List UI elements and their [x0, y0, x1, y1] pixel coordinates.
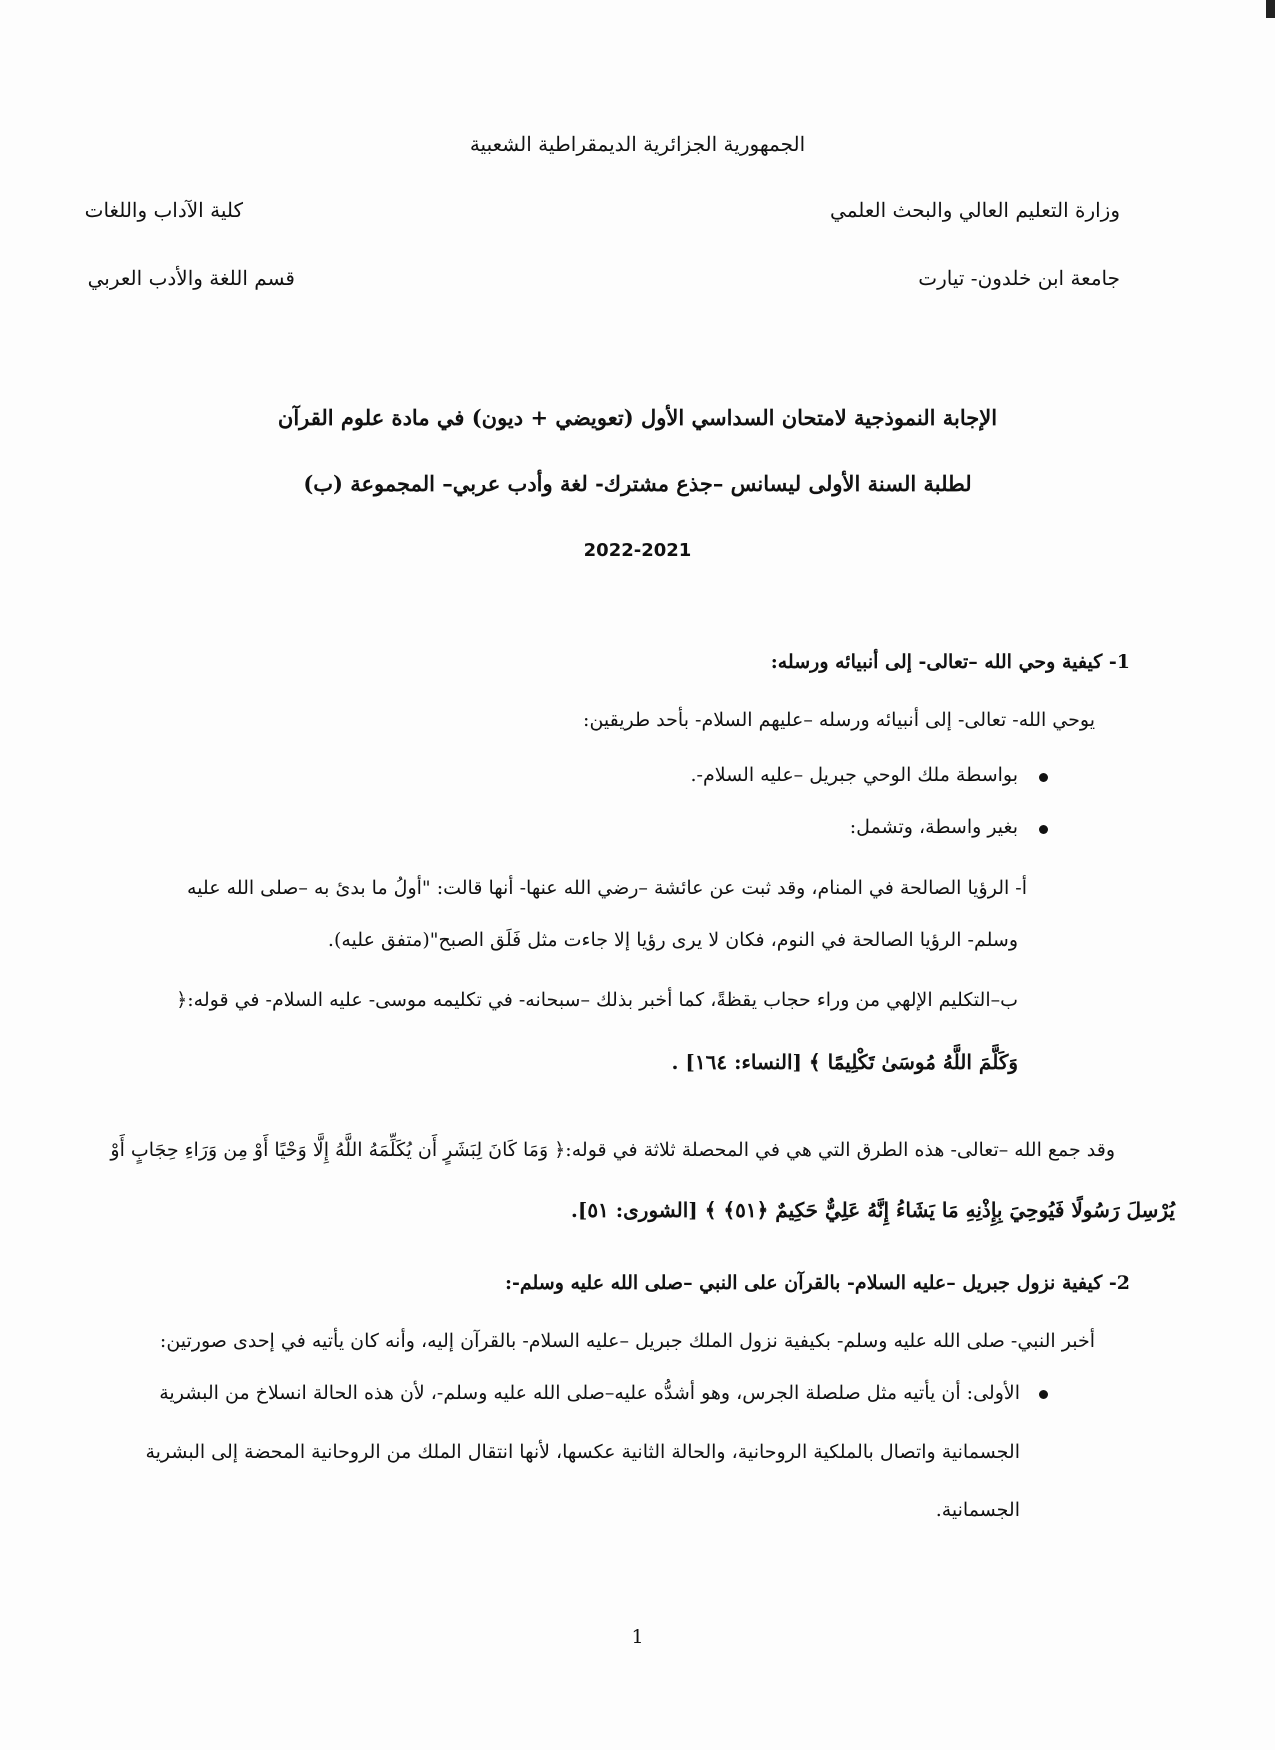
q2-bullet-line-3: الجسمانية.: [935, 1499, 1020, 1521]
question-2-intro: أخبر النبي- صلى الله عليه وسلم- بكيفية نزول الملك جبريل –عليه السلام- بالقرآن إليه، وأنه كان يأتيه في إحدى صورتين:: [159, 1330, 1095, 1352]
point-alef-line-2: وسلم- الرؤيا الصالحة في النوم، فكان لا يرى رؤيا إلا جاءت مثل فَلَق الصبح"(متفق عليه).: [327, 929, 1018, 951]
page-number: 1: [631, 1626, 644, 1648]
scan-edge-mark: [1266, 0, 1275, 18]
point-ba-line-1: ب–التكليم الإلهي من وراء حجاب يقظةً، كما أخبر بذلك –سبحانه- في تكليمه موسى- عليه السلام- في قوله:﴿: [176, 989, 1018, 1011]
question-2-heading: 2- كيفية نزول جبريل –عليه السلام- بالقرآن على النبي –صلى الله عليه وسلم-:: [504, 1272, 1130, 1294]
bullet-item-2: بغير واسطة، وتشمل:: [849, 816, 1018, 838]
exam-subtitle: لطلبة السنة الأولى ليسانس –جذع مشترك- لغة وأدب عربي– المجموعة (ب): [303, 471, 972, 496]
point-ba-line-2: وَكَلَّمَ اللَّهُ مُوسَىٰ تَكْلِيمًا ﴾ [النساء: ١٦٤] .: [671, 1050, 1018, 1074]
faculty-label: كلية الآداب واللغات: [84, 198, 243, 222]
bullet-icon: [1039, 825, 1048, 834]
q2-bullet-line-1: الأولى: أن يأتيه مثل صلصلة الجرس، وهو أشدُّه عليه–صلى الله عليه وسلم-، لأن هذه الحالة انسلاخ من البشرية: [159, 1382, 1020, 1404]
exam-title: الإجابة النموذجية لامتحان السداسي الأول (تعويضي + ديون) في مادة علوم القرآن: [277, 405, 998, 430]
department-label: قسم اللغة والأدب العربي: [87, 266, 295, 290]
academic-year: 2022-2021: [583, 540, 692, 561]
bullet-item-1: بواسطة ملك الوحي جبريل –عليه السلام-.: [690, 764, 1018, 786]
ministry-label: وزارة التعليم العالي والبحث العلمي: [830, 198, 1120, 222]
question-1-heading: 1- كيفية وحي الله –تعالى- إلى أنبيائه ورسله:: [770, 651, 1130, 673]
q2-bullet-line-2: الجسمانية واتصال بالملكية الروحانية، والحالة الثانية عكسها، لأنها انتقال الملك من الروحانية المحضة إلى البشرية: [145, 1441, 1020, 1463]
question-1-intro: يوحي الله- تعالى- إلى أنبيائه ورسله –عليهم السلام- بأحد طريقين:: [583, 709, 1095, 731]
point-alef-line-1: أ- الرؤيا الصالحة في المنام، وقد ثبت عن عائشة –رضي الله عنها- أنها قالت: "أولُ ما بدئ به –صلى الله عليه: [187, 877, 1027, 899]
summary-line-1: وقد جمع الله –تعالى- هذه الطرق التي هي في المحصلة ثلاثة في قوله:﴿ وَمَا كَانَ لِبَشَرٍ أَن يُكَلِّمَهُ اللَّهُ إِلَّا وَحْيًا أَوْ مِن وَرَاءِ حِجَابٍ أَوْ: [110, 1139, 1115, 1161]
bullet-icon: [1039, 1390, 1048, 1399]
bullet-icon: [1039, 773, 1048, 782]
summary-line-2: يُرْسِلَ رَسُولًا فَيُوحِيَ بِإِذْنِهِ مَا يَشَاءُ إِنَّهُ عَلِيٌّ حَكِيمٌ ﴿٥١﴾ ﴾ [الشورى: ٥١].: [570, 1198, 1175, 1222]
university-label: جامعة ابن خلدون- تيارت: [918, 266, 1120, 290]
republic-heading: الجمهورية الجزائرية الديمقراطية الشعبية: [469, 132, 806, 156]
